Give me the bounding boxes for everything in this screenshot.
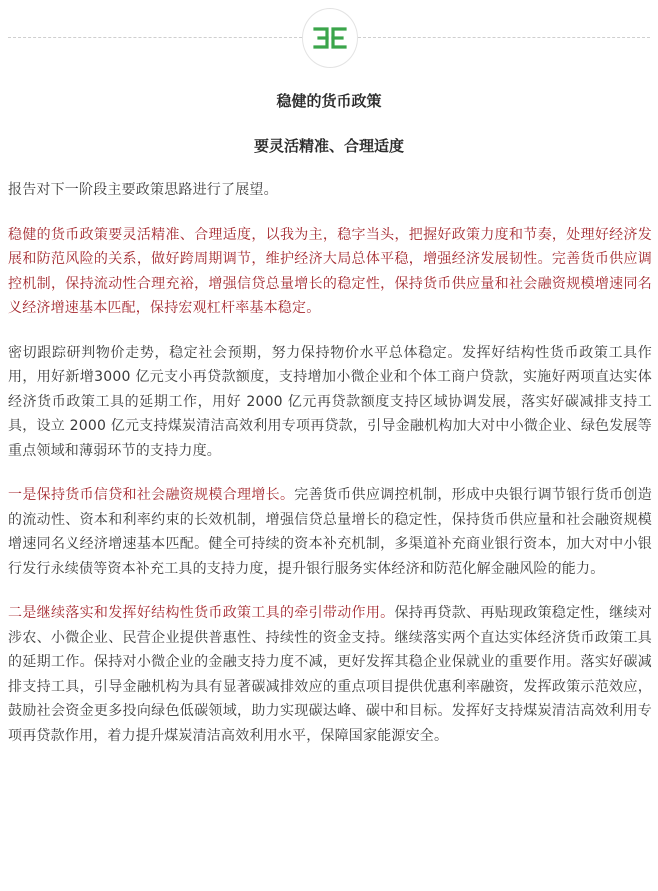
article-body [8, 178, 652, 768]
header-divider [0, 0, 658, 74]
divider-right [358, 37, 650, 38]
intro-paragraph: 报告对下一阶段主要政策思路进行了展望。 [8, 182, 278, 198]
logo-badge [302, 8, 358, 68]
headline-line-2: 要灵活精准、合理适度 [253, 137, 404, 155]
policy-summary-paragraph: 稳健的货币政策要灵活精准、合理适度，以我为主，稳字当头，把握好政策力度和节奏，处理好经济发展和防范风险的关系，做好跨周期调节，维护经济大局总体平稳，增强经济发展韧性。完善货币供应调控机制，保持流动性合理充裕，增强信贷总量增长的稳定性，保持货币供应量和社会融资规模增速同名义经济增速基本匹配，保持宏观杠杆率基本稳定。 [8, 226, 652, 316]
point-one-body: 完善货币供应调控机制，形成中央银行调节银行货币创造的流动性、资本和利率约束的长效机制，增强信贷总量增长的稳定性，保持货币供应量和社会融资规模增速同名义经济增速基本匹配。健全可持续的资本补充机制，多渠道补充商业银行资本，加大对中小银行发行永续债等资本补充工具的支持力度，提升银行服务实体经济和防范化解金融风险的能力。 [8, 487, 653, 577]
point-one-paragraph [8, 483, 652, 581]
headline-line-1: 稳健的货币政策 [276, 92, 382, 110]
divider-left [8, 37, 302, 38]
point-two-paragraph [8, 601, 652, 748]
price-stability-paragraph: 密切跟踪研判物价走势，稳定社会预期，努力保持物价水平总体稳定。发挥好结构性货币政策工具作用，用好新增3000 亿元支小再贷款额度，支持增加小微企业和个体工商户贷款，实施好两项直达实体经济货币政策工具的延期工作，用好 2000 亿元再贷款额度支持区域协调发展，落实好碳减排支持工具，设立 2000 亿元支持煤炭清洁高效利用专项再贷款，引导金融机构加大对中小微企业、绿色发展等重点领域和薄弱环节的支持力度。 [8, 344, 652, 459]
point-two-lead: 二是继续落实和发挥好结构性货币政策工具的牵引带动作用。 [8, 605, 395, 621]
point-two-body: 保持再贷款、再贴现政策稳定性，继续对涉农、小微企业、民营企业提供普惠性、持续性的资金支持。继续落实两个直达实体经济货币政策工具的延期工作。保持对小微企业的金融支持力度不减，更好发挥其稳企业保就业的重要作用。落实好碳减排支持工具，引导金融机构为具有显著碳减排效应的重点项目提供优惠利率融资，发挥政策示范效应，鼓励社会资金更多投向绿色低碳领域，助力实现碳达峰、碳中和目标。发挥好支持煤炭清洁高效利用专项再贷款作用，着力提升煤炭清洁高效利用水平，保障国家能源安全。 [8, 605, 652, 744]
3e-logo-icon [313, 27, 347, 49]
point-one-lead: 一是保持货币信贷和社会融资规模合理增长。 [8, 487, 295, 503]
